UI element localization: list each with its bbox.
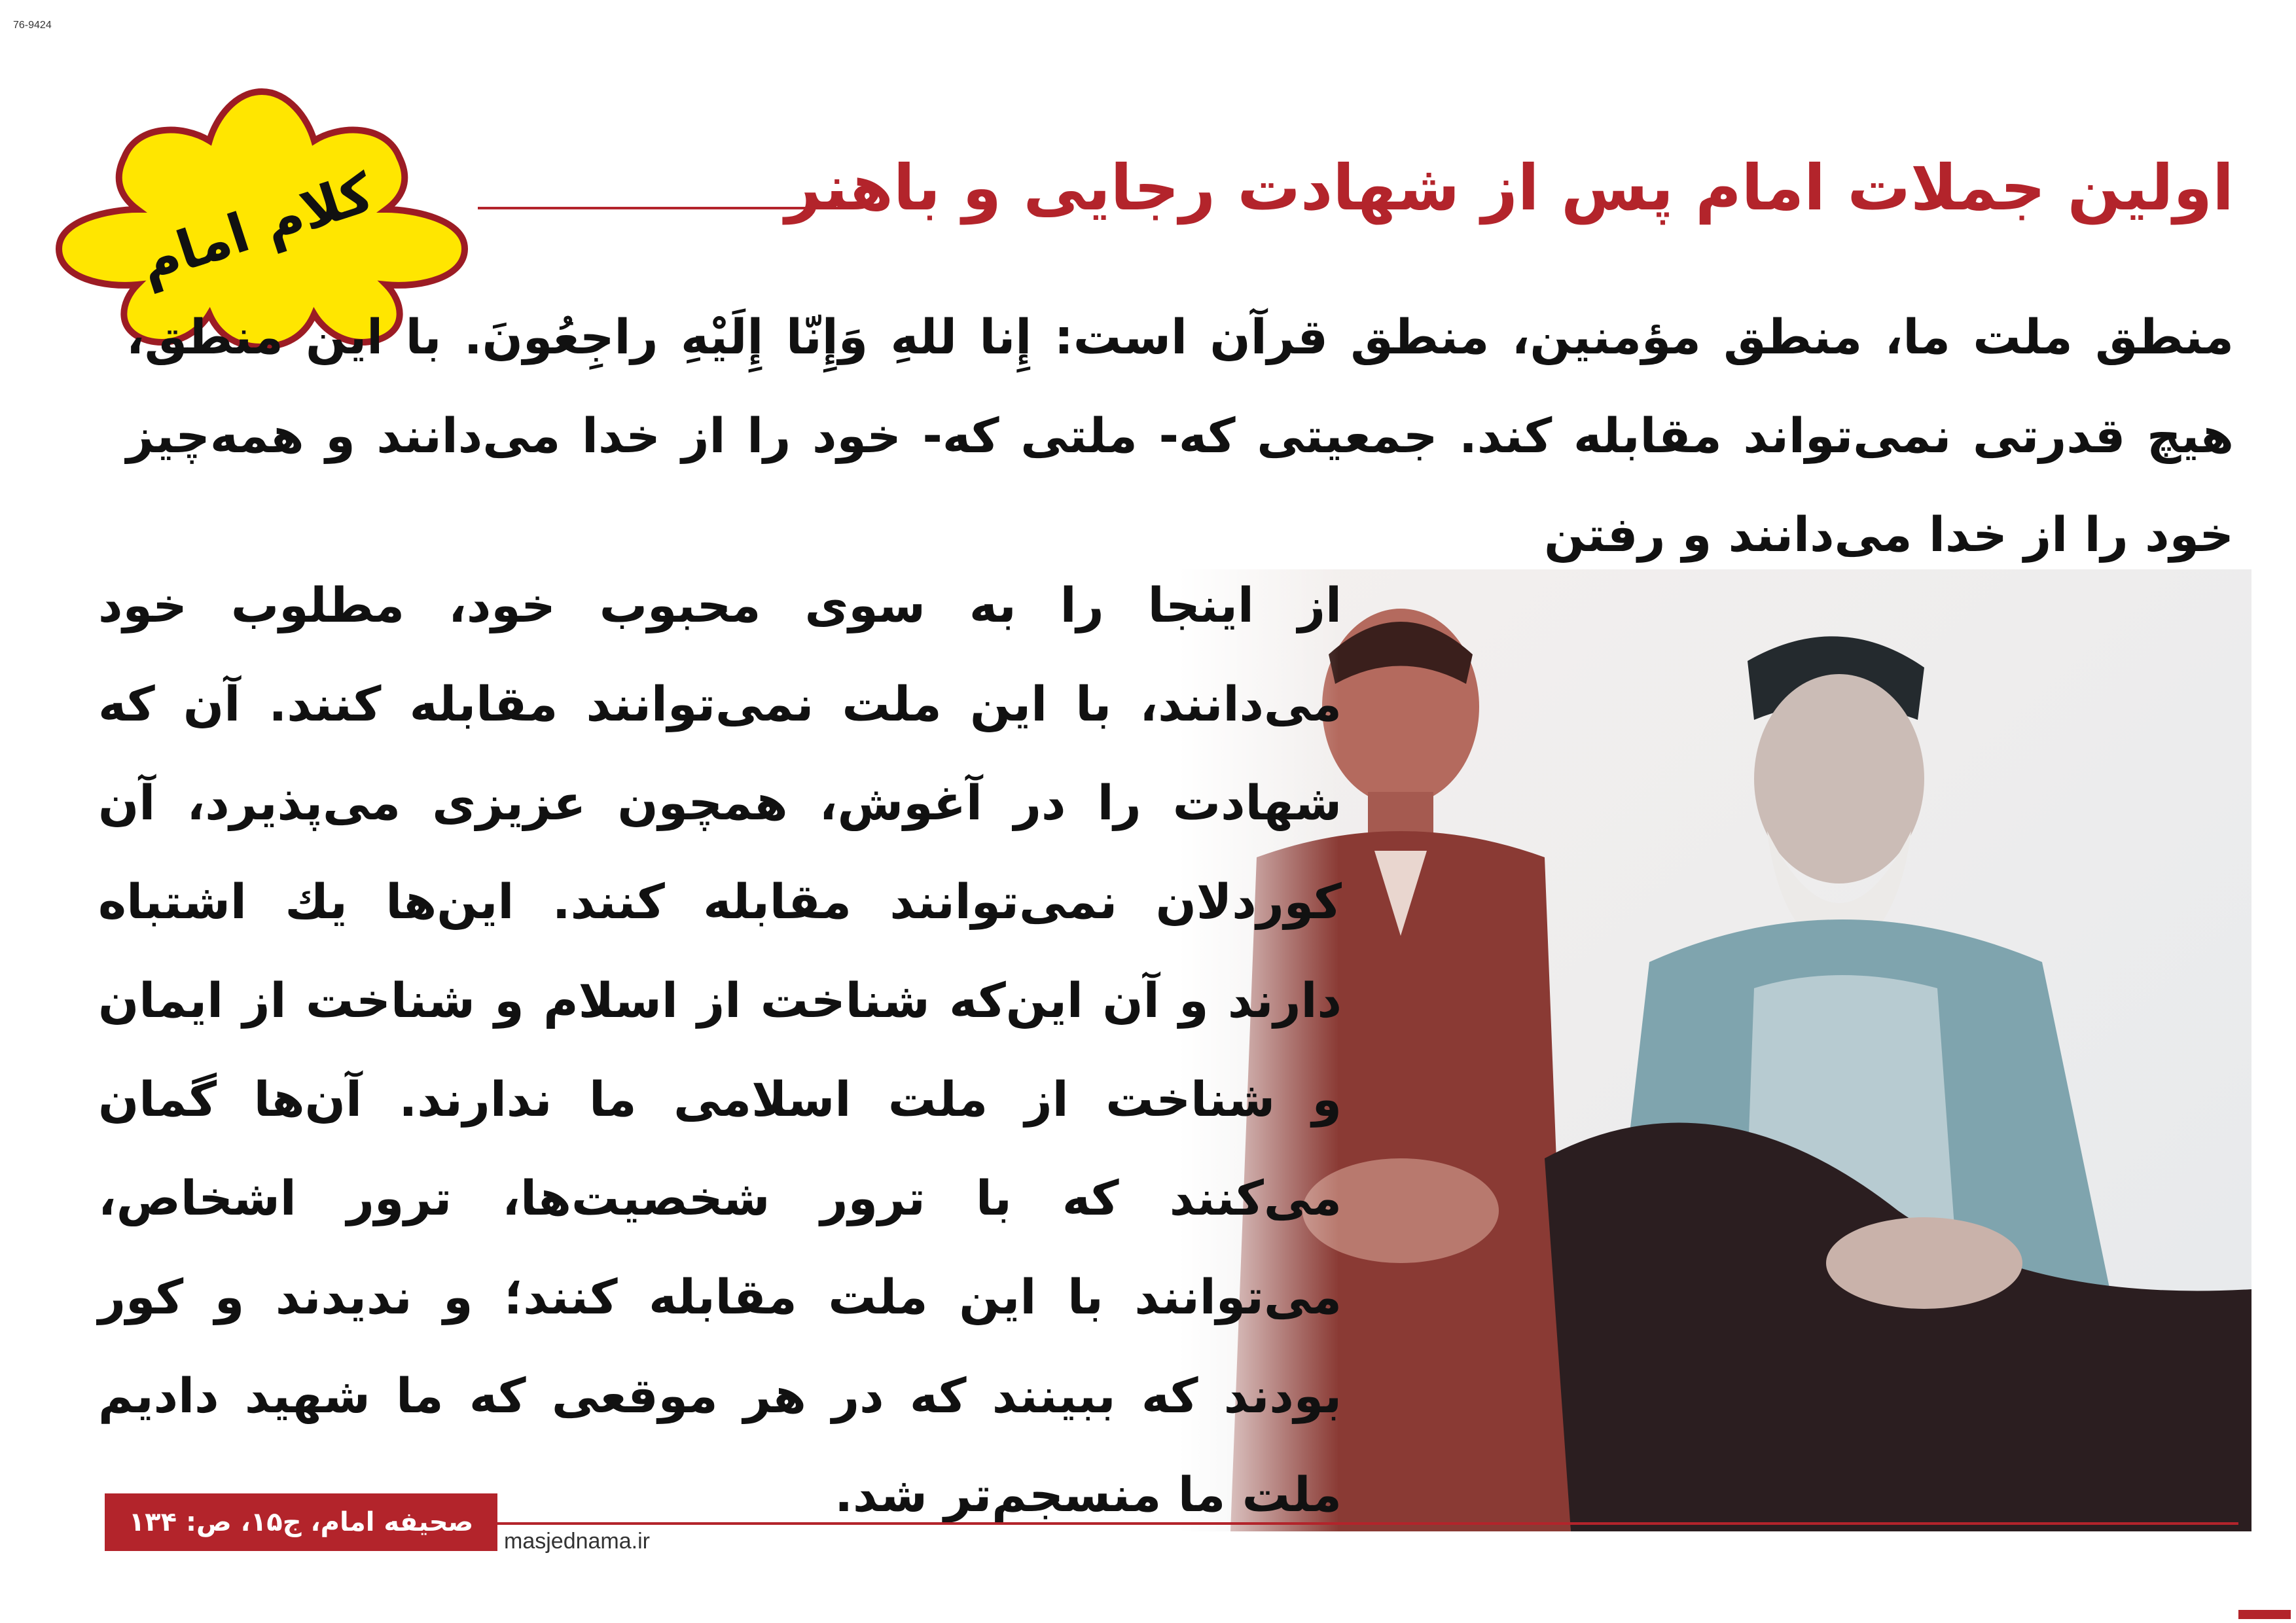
quote-paragraph-body: از اینجا را به سوی محبوب خود، مطلوب خود می‌دانند، با این ملت نمی‌توانند مقابله کنند. آن که شهادت را در آغوش، همچون عزیزی می‌پذیرد، آن کوردلان نمی‌توانند مقابله کنند. این‌ها یك اشتباه دارند و آن این‌که شناخت از اسلام و شناخت از ایمان و شناخت از ملت اسلامی ما ندارند. آن‌ها گمان می‌کنند که با ترور شخصیت‌ها، ترور اشخاص، می‌توانند با این ملت مقابله کنند؛ و ندیدند و کور بودند که ببینند که در هر موقعی که ما شهید دادیم ملت ما منسجم‌تر شد. — [98, 578, 1342, 1523]
poster-code: 76-9424 — [13, 20, 52, 31]
badge-label: کلام امام — [132, 161, 381, 295]
source-citation: صحیفه امام، ج۱۵، ص: ۱۳۴ — [105, 1493, 497, 1551]
footer-rule — [497, 1522, 2238, 1525]
quote-paragraph-wide: منطق ملت ما، منطق مؤمنین، منطق قرآن است: إِنا للهِ وَإِنّا إِلَیْهِ راجِعُونَ. با این منطق، هیچ قدرتی نمی‌تواند مقابله کند. جمعیتی که- ملتی که- خود را از خدا می‌دانند و همه‌چیز خود را از خدا می‌دانند و رفتن — [126, 310, 2234, 563]
corner-logo — [2238, 1610, 2291, 1619]
website-url: masjednama.ir — [504, 1529, 650, 1554]
poster-title: اولین جملات امام پس از شهادت رجایی و باهنر — [785, 151, 2234, 224]
